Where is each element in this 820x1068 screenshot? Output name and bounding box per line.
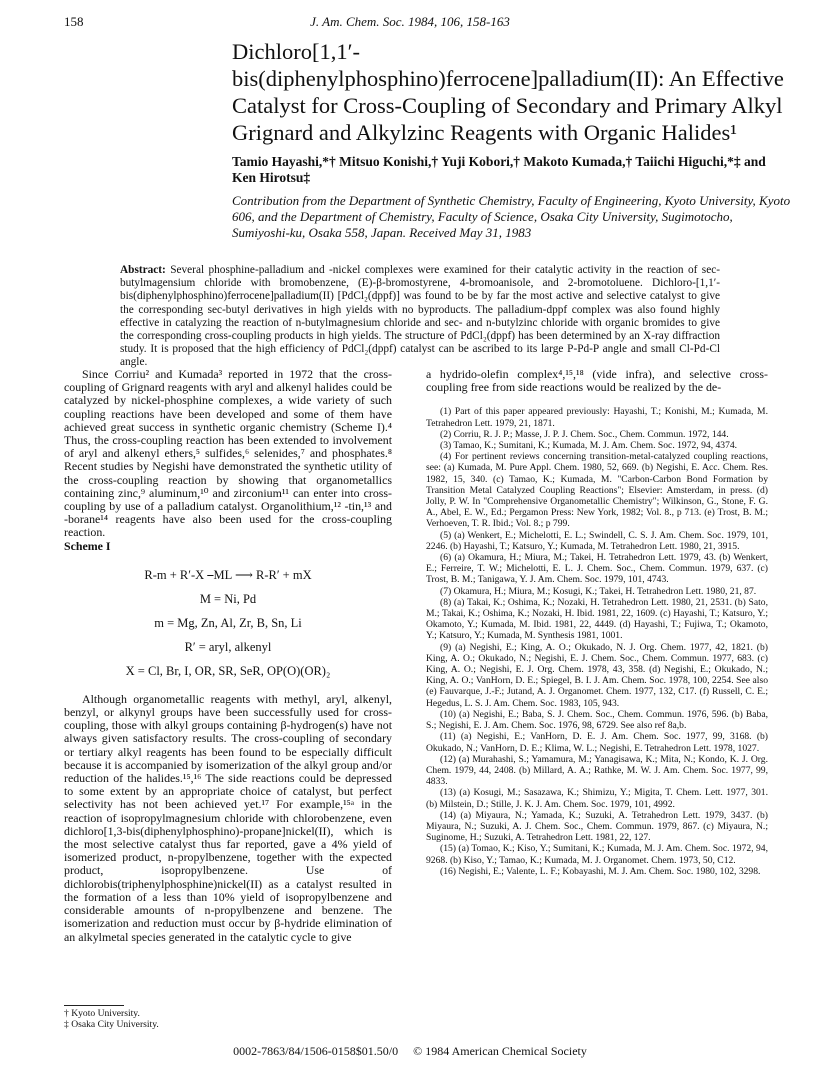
- reference-item: (5) (a) Wenkert, E.; Michelotti, E. L.; Swindell, C. S. J. Am. Chem. Soc. 1979, 101, 2246. (b) Hayashi, T.; Katsuro, Y.; Kumada, M. Tetrahedron Lett. 1980, 21, 3915.: [426, 529, 768, 552]
- copyright-notice: © 1984 American Chemical Society: [413, 1044, 587, 1058]
- reference-item: (12) (a) Murahashi, S.; Yamamura, M.; Yanagisawa, K.; Mita, N.; Kondo, K. J. Org. Chem. 1979, 44, 2408. (b) Millard, A. A.; Rathke, M. W. J. Am. Chem. Soc. 1977, 99, 4833.: [426, 753, 768, 788]
- affiliation: Contribution from the Department of Synthetic Chemistry, Faculty of Engineering, Kyoto University, Kyoto 606, and the Department of Chemistry, Faculty of Science, Osaka City University, Sugimotocho, Sumiyoshi-ku, Osaka 558, Japan. Received May 31, 1983: [232, 193, 791, 240]
- footnote-item: † Kyoto University.: [64, 1008, 140, 1019]
- reference-item: (14) (a) Miyaura, N.; Yamada, K.; Suzuki, A. Tetrahedron Lett. 1979, 3437. (b) Miyaura, N.; Suzuki, A. J. Chem. Soc., Chem. Commun. 1979, 867. (c) Miyaura, N.; Suginome, H.; Suzuki, A. Tetrahedron Lett. 1981, 22, 127.: [426, 809, 768, 844]
- article-code: 0002-7863/84/1506-0158$01.50/0: [233, 1044, 399, 1058]
- reference-item: (9) (a) Negishi, E.; King, A. O.; Okukado, N. J. Org. Chem. 1977, 42, 1821. (b) King, A. O.; Okukado, N.; Negishi, E. J. Chem. Soc., Chem. Commun. 1977, 683. (c) King, A. O.; Negishi, E. J. Org. Chem. 1978, 43, 358. (d) Negishi, E.; Okukado, N.; King, A. O.; VanHorn, D. E.; Spiegel, B. I. J. Am. Chem. Soc. 1978, 100, 2254. See also (e) Fauvarque, J.-F.; Jutand, A. J. Organomet. Chem. 1977, 132, C17. (f) Russell, C. E.; Hegedus, L. S. J. Am. Chem. Soc. 1983, 105, 943.: [426, 641, 768, 709]
- reference-item: (3) Tamao, K.; Sumitani, K.; Kumada, M. J. Am. Chem. Soc. 1972, 94, 4374.: [440, 440, 738, 452]
- reference-item: (16) Negishi, E.; Valente, L. F.; Kobayashi, M. J. Am. Chem. Soc. 1980, 102, 3298.: [440, 865, 761, 877]
- scheme-line: X = Cl, Br, I, OR, SR, SeR, OP(O)(OR)₂: [125, 663, 331, 678]
- footnote-item: ‡ Osaka City University.: [64, 1019, 159, 1030]
- scheme-1: [64, 563, 392, 683]
- article-title: Dichloro[1,1′-bis(diphenylphosphino)ferrocene]palladium(II): An Effective Catalyst for Cross-Coupling of Secondary and Primary Alkyl Grignard and Alkylzinc Reagents with Organic Halides¹: [232, 39, 784, 145]
- abstract: [120, 264, 720, 370]
- scheme-line: R′ = aryl, alkenyl: [184, 639, 272, 654]
- page-number: 158: [64, 14, 84, 29]
- right-column: [426, 368, 768, 877]
- reference-item: (2) Corriu, R. J. P.; Masse, J. P. J. Chem. Soc., Chem. Commun. 1972, 144.: [440, 428, 729, 440]
- scheme-line: R-m + R′-X ⎯ML ⟶ R-R′ + mX: [144, 567, 312, 582]
- reference-item: (10) (a) Negishi, E.; Baba, S. J. Chem. Soc., Chem. Commun. 1976, 596. (b) Baba, S.; Negishi, E. J. Am. Chem. Soc. 1976, 98, 6729. See also ref 8a,b.: [426, 708, 768, 732]
- page-footer: [0, 1044, 820, 1059]
- running-head: J. Am. Chem. Soc. 1984, 106, 158-163: [310, 14, 510, 29]
- left-column: [64, 368, 392, 944]
- reference-item: (8) (a) Takai, K.; Oshima, K.; Nozaki, H. Tetrahedron Lett. 1980, 21, 2531. (b) Sato, M.; Takai, K.; Oshima, K.; Nozaki, H. Ibid. 1981, 22, 1609. (c) Hayashi, T.; Katsuro, Y.; Okamoto, Y.; Kumada, M. Ibid. 1981, 22, 4449. (d) Hayashi, T.; Fujiwa, T.; Okamoto, Y.; Katsuro, Y.; Kumada, M. Synthesis 1981, 1001.: [426, 596, 768, 642]
- abstract-label: Abstract:: [120, 264, 166, 276]
- intro-paragraph-2: Although organometallic reagents with methyl, aryl, alkenyl, benzyl, or alkynyl groups have been successfully used for cross-coupling, those with alkyl groups containing β-hydrogen(s) have not always given satisfactory results. The cross-coupling of secondary or tertiary alkyl reagents has been found to be especially difficult because it is accompanied by isomerization of the alkyl group and/or reduction of the halides.¹⁵,¹⁶ The side reactions could be depressed to some extent by an appropriate choice of catalyst, but perfect selectivity has not been achieved yet.¹⁷ For example,¹⁵ᵃ in the reaction of isopropylmagnesium chloride with chlorobenzene, even dichloro[1,3-bis(diphenylphosphino)-propane]nickel(II), which is the most selective catalyst thus far reported, gave a 4% yield of isomerized product, n-propylbenzene, together with the expected product, isopropylbenzene. Use of dichlorobis(triphenylphosphine)nickel(II) as a catalyst resulted in the formation of a less than 10% yield of isopropylbenzene and considerable amounts of n-propylbenzene and benzene. The isomerization and reduction must occur by β-hydride elimination of an alkylmetal species generated in the catalytic cycle to give: [64, 691, 392, 944]
- right-column-text: a hydrido-olefin complex⁴,¹⁵,¹⁸ (vide infra), and selective cross-coupling free from side reactions would be realized by the de-: [426, 367, 768, 395]
- reference-item: (4) For pertinent reviews concerning transition-metal-catalyzed coupling reactions, see: (a) Kumada, M. Pure Appl. Chem. 1980, 52, 669. (b) Negishi, E. Acc. Chem. Res. 1982, 15, 340. (c) Tamao, K.; Kumada, M. "Carbon-Carbon Bond Formation by Transition Metal Catalyzed Coupling Reactions"; Elsevier: Amsterdam, in press. (d) Jolly, P. W. In "Comprehensive Organometallic Chemistry"; Wilkinson, G., Stone, F. G. A., Abel, E. W., Ed.; Pergamon Press: New York, 1982; Vol. 8., p 713. (e) Trost, B. M.; Verhoeven, T. R. Ibid.; Vol. 8.; p 799.: [426, 451, 768, 530]
- footnote-rule: [64, 1005, 124, 1006]
- reference-item: (1) Part of this paper appeared previously: Hayashi, T.; Konishi, M.; Kumada, M. Tetrahedron Lett. 1979, 21, 1871.: [426, 406, 768, 429]
- abstract-text: Several phosphine-palladium and -nickel complexes were examined for their catalytic activity in the reaction of sec-butylmagensium chloride with bromobenzene, (E)-β-bromostyrene, 4-bromoanisole, and 2-bromotoluene. Dichloro-[1,1′-bis(diphenylphosphino)ferrocene]palladium(II) [PdCl₂(dppf)] was found to be by far the most active and selective catalyst to give the corresponding sec-butyl derivatives in high yields with no byproducts. The palladium-dppf complex was also found highly effective in catalyzing the reaction of n-butylmagnesium chloride and sec- and n-butylzinc chloride with organic bromides to give the corresponding cross-coupling products in high yields. The structure of PdCl₂(dppf) has been determined by an X-ray diffraction study. It is proposed that the high efficiency of PdCl₂(dppf) catalyst can be ascribed to its large P-Pd-P angle and small Cl-Pd-Cl angle.: [120, 264, 720, 369]
- reference-item: (15) (a) Tomao, K.; Kiso, Y.; Sumitani, K.; Kumada, M. J. Am. Chem. Soc. 1972, 94, 9268. (b) Kiso, Y.; Tamao, K.; Kumada, M. J. Organomet. Chem. 1973, 50, C12.: [426, 843, 768, 866]
- footnotes: [64, 1008, 264, 1030]
- scheme-label: Scheme I: [64, 538, 111, 553]
- reference-item: (11) (a) Negishi, E.; VanHorn, D. E. J. Am. Chem. Soc. 1977, 99, 3168. (b) Okukado, N.; VanHorn, D. E.; Klima, W. L.; Negishi, E. Tetrahedron Lett. 1978, 1027.: [426, 731, 768, 754]
- intro-paragraph-1: Since Corriu² and Kumada³ reported in 1972 that the cross-coupling of Grignard reagents with aryl and alkenyl halides could be catalyzed by nickel-phosphine complexes, a wide variety of such coupling reactions have been developed and some of them have achieved great success in synthetic organic chemistry (Scheme I).⁴ Thus, the cross-coupling reaction has been extended to involvement of aryl and alkenyl ethers,⁵ sulfides,⁶ selenides,⁷ and phosphates.⁸ Recent studies by Negishi have demonstrated the synthetic utility of the cross-coupling reaction by showing that organometallics containing zinc,⁹ aluminum,¹⁰ and zirconium¹¹ can enter into cross-coupling by use of a palladium catalyst. Organolithium,¹² -tin,¹³ and -borane¹⁴ reagents have also been used for the cross-coupling reaction.: [64, 367, 392, 540]
- scheme-line: M = Ni, Pd: [199, 591, 257, 606]
- author-list: Tamio Hayashi,*† Mitsuo Konishi,† Yuji Kobori,† Makoto Kumada,† Taiichi Higuchi,*‡ and Ken Hirotsu‡: [232, 154, 766, 185]
- reference-item: (7) Okamura, H.; Miura, M.; Kosugi, K.; Takei, H. Tetrahedron Lett. 1980, 21, 87.: [440, 585, 757, 597]
- reference-list: [426, 406, 768, 877]
- reference-item: (6) (a) Okamura, H.; Miura, M.; Takei, H. Tetrahedron Lett. 1979, 43. (b) Wenkert, E.; Ferreire, T. W.; Michelotti, E. L. J. Chem. Soc., Chem. Commun. 1979, 637. (c) Trost, B. M.; Tanigawa, Y. J. Am. Chem. Soc. 1979, 101, 4743.: [426, 552, 768, 586]
- scheme-line: m = Mg, Zn, Al, Zr, B, Sn, Li: [154, 615, 302, 630]
- reference-item: (13) (a) Kosugi, M.; Sasazawa, K.; Shimizu, Y.; Migita, T. Chem. Lett. 1977, 301. (b) Milstein, D.; Stille, J. K. J. Am. Chem. Soc. 1979, 101, 4992.: [426, 787, 768, 810]
